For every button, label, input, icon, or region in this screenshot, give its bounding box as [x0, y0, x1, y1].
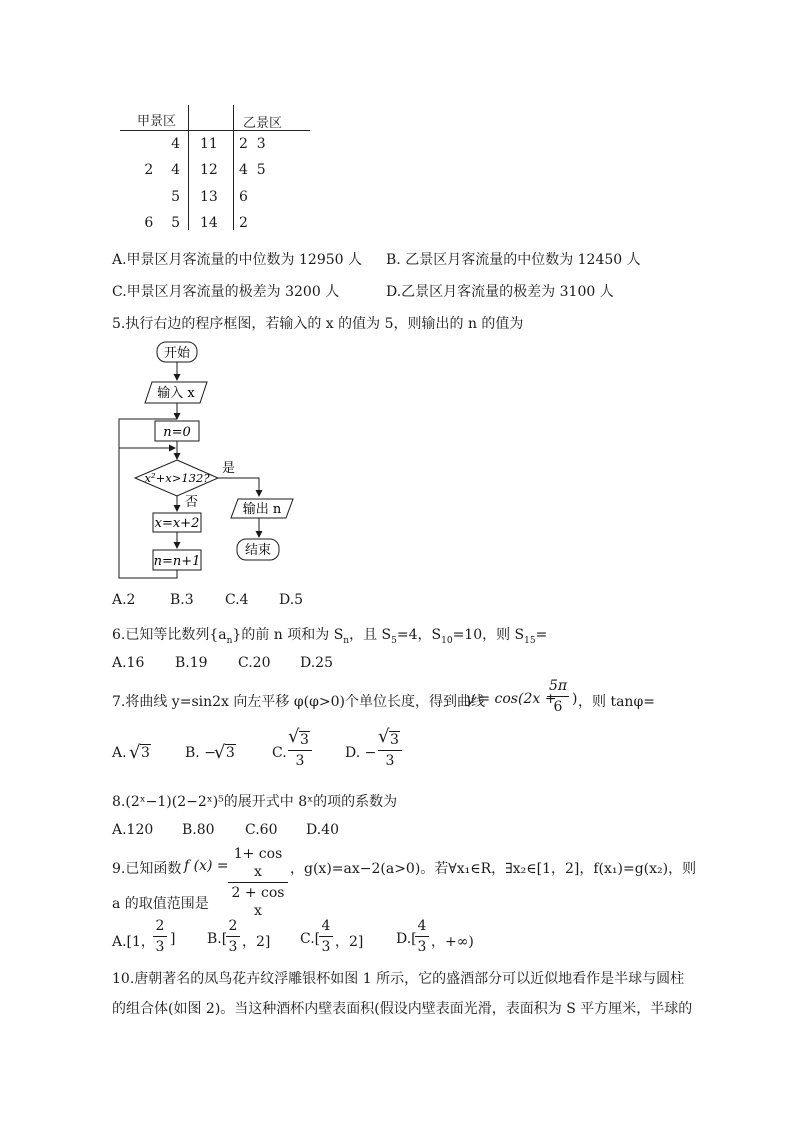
- right-leaves: 6: [239, 189, 248, 205]
- right-header: 乙景区: [243, 116, 283, 131]
- q9-option-d-fraction: 4 3: [415, 917, 429, 956]
- q7-option-a: A. √ 3: [112, 745, 151, 761]
- flowchart: [110, 335, 310, 585]
- stem: 12: [200, 162, 218, 178]
- q7-option-b: B. −√ 3: [185, 745, 236, 761]
- left-leaves: 5: [171, 189, 180, 205]
- q7-paren: ): [572, 691, 578, 707]
- q6-option-d: D.25: [300, 655, 333, 671]
- header-rule: [120, 130, 310, 131]
- q9-option-b: B.[: [207, 931, 228, 947]
- q5-stem: 5.执行右边的程序框图，若输入的 x 的值为 5，则输出的 n 的值为: [112, 316, 524, 332]
- q4-option-d: D.乙景区月客流量的极差为 3100 人: [386, 284, 614, 300]
- end-label: 结束: [244, 543, 272, 558]
- stem-rule-left: [188, 105, 189, 230]
- q5-option-a: A.2: [112, 592, 136, 608]
- q7-tail: ，则 tanφ=: [578, 694, 655, 710]
- q9-option-c: C.[: [300, 931, 321, 947]
- q7-fraction: 5π 6: [548, 678, 568, 715]
- update-x-label: x=x+2: [154, 516, 200, 531]
- q7-option-c-fraction: √ 3 3: [288, 731, 312, 770]
- input-label: 输入 x: [157, 386, 195, 401]
- q7-option-d: D. −: [345, 745, 377, 761]
- q4-option-c: C.甲景区月客流量的极差为 3200 人: [112, 284, 340, 300]
- no-label: 否: [185, 495, 199, 510]
- right-leaves: 2 3: [239, 136, 266, 152]
- q8-option-c: C.60: [245, 822, 278, 838]
- q9-option-c-close: ，2]: [335, 934, 364, 950]
- q9-option-a-close: ]: [170, 931, 176, 947]
- q6-stem: 6.已知等比数列$\{a_n\}$的前 n 项和为 $S_n$，且 $S_5=4$，$S_{10}=10$，则 $S_{15}=$: [112, 627, 548, 646]
- q6-option-a: A.16: [112, 655, 145, 671]
- q7-option-c: C.: [272, 745, 287, 761]
- q9-option-b-fraction: 2 3: [226, 917, 240, 956]
- init-label: n=0: [163, 425, 191, 440]
- left-leaves: 2 4: [144, 162, 180, 178]
- start-label: 开始: [163, 346, 191, 361]
- q5-option-b: B.3: [170, 592, 194, 608]
- q9-stem-a: 9.已知函数: [112, 861, 182, 877]
- q8-stem: 8.(2ˣ−1)(2−2ˣ)⁵的展开式中 8ˣ的项的系数为: [112, 794, 398, 810]
- stem: 13: [200, 189, 218, 205]
- q10-line1: 10.唐朝著名的凤鸟花卉纹浮雕银杯如图 1 所示，它的盛酒部分可以近似地看作是半球与圆柱: [112, 971, 685, 987]
- condition-label: x²+x>132?: [144, 471, 210, 485]
- q9-option-a: A.[1，: [112, 934, 155, 950]
- update-n-label: n=n+1: [153, 554, 201, 569]
- q8-option-a: A.120: [112, 822, 154, 838]
- q8-option-b: B.80: [182, 822, 215, 838]
- q9-option-a-fraction: 2 3: [153, 917, 167, 956]
- q9-stem-b: ，g(x)=ax−2(a>0)。若∀x₁∈R，∃x₂∈[1，2]，f(x₁)=g(x₂)，则: [290, 861, 697, 877]
- q9-fraction: 1+ cos x 2 + cos x: [228, 845, 288, 920]
- q9-option-c-fraction: 4 3: [319, 917, 333, 956]
- q9-option-b-close: ，2]: [242, 934, 271, 950]
- q7-option-d-fraction: √ 3 3: [378, 731, 402, 770]
- q7-curve: y = cos(2x +: [466, 691, 557, 707]
- yes-label: 是: [222, 461, 236, 476]
- stem: 14: [200, 215, 218, 231]
- q9-option-d: D.[: [396, 931, 417, 947]
- q10-line2: 的组合体(如图 2)。当这种酒杯内壁表面积(假设内壁表面光滑，表面积为 S 平方厘米，半球的: [112, 1001, 693, 1017]
- q5-option-d: D.5: [279, 592, 304, 608]
- left-leaves: 4: [171, 136, 180, 152]
- q9-fx: f (x) =: [184, 858, 229, 874]
- stem: 11: [200, 136, 218, 152]
- q5-option-c: C.4: [225, 592, 249, 608]
- q7-stem: 7.将曲线 y=sin2x 向左平移 φ(φ>0)个单位长度，得到曲线: [112, 694, 485, 710]
- q4-option-b: B. 乙景区月客流量的中位数为 12450 人: [386, 252, 641, 268]
- left-leaves: 6 5: [144, 215, 180, 231]
- left-header: 甲景区: [137, 114, 177, 129]
- output-label: 输出 n: [242, 502, 282, 517]
- q6-option-c: C.20: [238, 655, 271, 671]
- q8-option-d: D.40: [306, 822, 339, 838]
- q4-option-a: A.甲景区月客流量的中位数为 12950 人: [112, 252, 362, 268]
- right-leaves: 4 5: [239, 162, 266, 178]
- stem-rule-right: [233, 105, 234, 230]
- q9-line2: a 的取值范围是: [112, 896, 209, 912]
- q6-option-b: B.19: [175, 655, 208, 671]
- q9-option-d-close: ，+∞): [431, 934, 474, 950]
- right-leaves: 2: [239, 215, 248, 231]
